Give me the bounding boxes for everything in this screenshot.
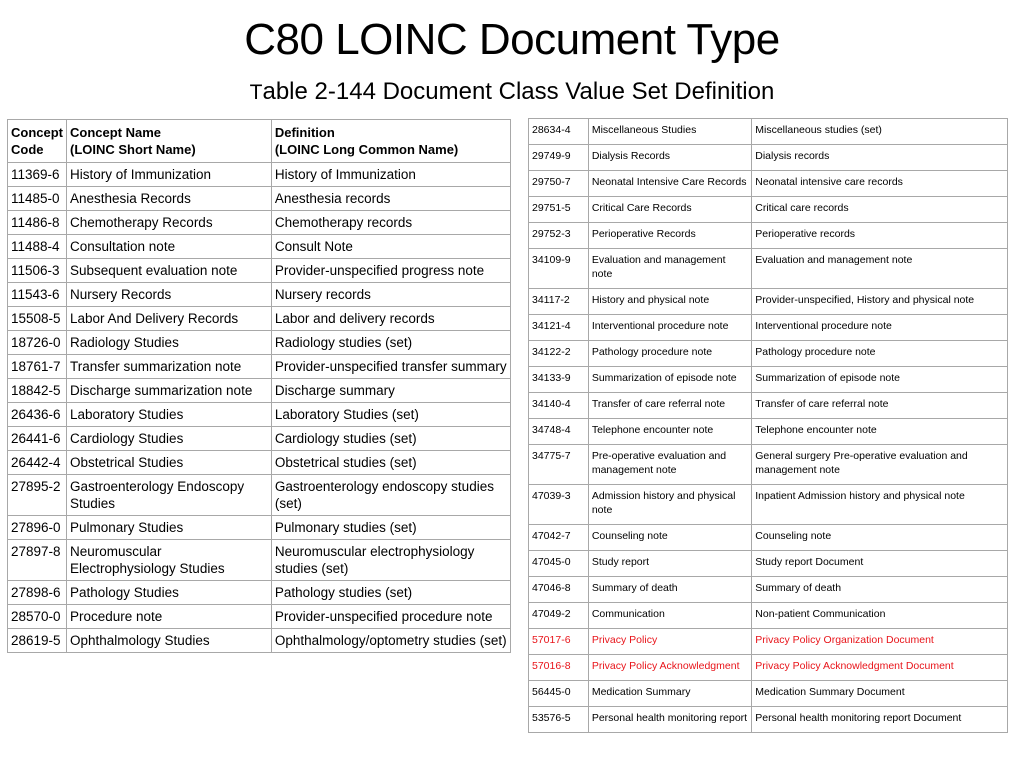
cell-name: Radiology Studies: [67, 331, 272, 355]
cell-code: 34121-4: [529, 315, 589, 341]
cell-name: Consultation note: [67, 235, 272, 259]
cell-definition: Pulmonary studies (set): [271, 516, 510, 540]
cell-code: 11485-0: [8, 187, 67, 211]
cell-code: 34109-9: [529, 249, 589, 289]
cell-name: Personal health monitoring report: [588, 707, 751, 733]
cell-definition: Labor and delivery records: [271, 307, 510, 331]
table-row: [529, 171, 1008, 197]
cell-name: Admission history and physical note: [588, 485, 751, 525]
cell-name: Laboratory Studies: [67, 403, 272, 427]
table-row: [8, 427, 511, 451]
table-row: [529, 603, 1008, 629]
cell-name: History and physical note: [588, 289, 751, 315]
table-row: [529, 197, 1008, 223]
cell-code: 34133-9: [529, 367, 589, 393]
cell-code: 53576-5: [529, 707, 589, 733]
cell-definition: Counseling note: [752, 525, 1008, 551]
cell-definition: Medication Summary Document: [752, 681, 1008, 707]
table-row: [8, 355, 511, 379]
cell-name: Cardiology Studies: [67, 427, 272, 451]
cell-definition: Laboratory Studies (set): [271, 403, 510, 427]
cell-code: 15508-5: [8, 307, 67, 331]
table-row: [529, 419, 1008, 445]
cell-definition: Critical care records: [752, 197, 1008, 223]
table-row: [8, 581, 511, 605]
table-row: [529, 393, 1008, 419]
cell-code: 47049-2: [529, 603, 589, 629]
document-class-table-left: [7, 119, 511, 653]
cell-name: Counseling note: [588, 525, 751, 551]
subtitle-first-letter: T: [249, 81, 263, 104]
cell-definition: Pathology procedure note: [752, 341, 1008, 367]
cell-name: Evaluation and management note: [588, 249, 751, 289]
table-row: [8, 283, 511, 307]
cell-definition: Provider-unspecified, History and physical note: [752, 289, 1008, 315]
cell-code: 11486-8: [8, 211, 67, 235]
table-row: [8, 235, 511, 259]
table-row: [8, 516, 511, 540]
cell-definition: Evaluation and management note: [752, 249, 1008, 289]
cell-name: Transfer summarization note: [67, 355, 272, 379]
cell-code: 28619-5: [8, 629, 67, 653]
cell-code: 34748-4: [529, 419, 589, 445]
table-row: [529, 655, 1008, 681]
cell-code: 27895-2: [8, 475, 67, 516]
cell-code: 18761-7: [8, 355, 67, 379]
cell-definition: Provider-unspecified transfer summary: [271, 355, 510, 379]
cell-code: 18842-5: [8, 379, 67, 403]
cell-definition: Dialysis records: [752, 145, 1008, 171]
cell-name: Pathology Studies: [67, 581, 272, 605]
cell-code: 47039-3: [529, 485, 589, 525]
cell-name: Obstetrical Studies: [67, 451, 272, 475]
cell-definition: Ophthalmology/optometry studies (set): [271, 629, 510, 653]
cell-name: Procedure note: [67, 605, 272, 629]
table-row: [8, 163, 511, 187]
cell-name: Telephone encounter note: [588, 419, 751, 445]
table-row: [8, 259, 511, 283]
slide-title: C80 LOINC Document Type: [244, 15, 780, 64]
cell-name: Labor And Delivery Records: [67, 307, 272, 331]
cell-definition: Perioperative records: [752, 223, 1008, 249]
table-row: [8, 629, 511, 653]
subtitle-rest: able 2-144 Document Class Value Set Definition: [262, 78, 775, 105]
cell-code: 29751-5: [529, 197, 589, 223]
cell-definition: General surgery Pre-operative evaluation and management note: [752, 445, 1008, 485]
cell-name: History of Immunization: [67, 163, 272, 187]
cell-definition: Gastroenterology endoscopy studies (set): [271, 475, 510, 516]
cell-definition: Study report Document: [752, 551, 1008, 577]
table-row: [529, 367, 1008, 393]
cell-name: Pathology procedure note: [588, 341, 751, 367]
cell-definition: Consult Note: [271, 235, 510, 259]
header-concept-name: Concept Name (LOINC Short Name): [67, 120, 272, 163]
cell-definition: Cardiology studies (set): [271, 427, 510, 451]
cell-name: Chemotherapy Records: [67, 211, 272, 235]
cell-name: Pre-operative evaluation and management note: [588, 445, 751, 485]
cell-definition: Miscellaneous studies (set): [752, 119, 1008, 145]
table-row: [8, 475, 511, 516]
cell-code: 11543-6: [8, 283, 67, 307]
table-header-row: [8, 120, 511, 163]
cell-name: Summarization of episode note: [588, 367, 751, 393]
cell-code: 47042-7: [529, 525, 589, 551]
cell-name: Critical Care Records: [588, 197, 751, 223]
cell-name: Discharge summarization note: [67, 379, 272, 403]
cell-definition: Provider-unspecified procedure note: [271, 605, 510, 629]
cell-name: Ophthalmology Studies: [67, 629, 272, 653]
cell-name: Gastroenterology Endoscopy Studies: [67, 475, 272, 516]
table-row: [8, 403, 511, 427]
cell-code: 26442-4: [8, 451, 67, 475]
header-definition: Definition (LOINC Long Common Name): [271, 120, 510, 163]
cell-name: Summary of death: [588, 577, 751, 603]
cell-definition: Obstetrical studies (set): [271, 451, 510, 475]
cell-definition: Transfer of care referral note: [752, 393, 1008, 419]
cell-code: 56445-0: [529, 681, 589, 707]
cell-code: 29749-9: [529, 145, 589, 171]
cell-name: Subsequent evaluation note: [67, 259, 272, 283]
table-row: [529, 315, 1008, 341]
cell-name: Perioperative Records: [588, 223, 751, 249]
cell-code: 26441-6: [8, 427, 67, 451]
cell-definition: Neonatal intensive care records: [752, 171, 1008, 197]
cell-name: Miscellaneous Studies: [588, 119, 751, 145]
cell-name: Privacy Policy Acknowledgment: [588, 655, 751, 681]
cell-code: 34775-7: [529, 445, 589, 485]
table-row: [529, 681, 1008, 707]
cell-code: 11488-4: [8, 235, 67, 259]
cell-name: Neuromuscular Electrophysiology Studies: [67, 540, 272, 581]
table-row: [8, 540, 511, 581]
cell-definition: Privacy Policy Organization Document: [752, 629, 1008, 655]
cell-name: Anesthesia Records: [67, 187, 272, 211]
cell-definition: Non-patient Communication: [752, 603, 1008, 629]
cell-definition: Privacy Policy Acknowledgment Document: [752, 655, 1008, 681]
cell-name: Neonatal Intensive Care Records: [588, 171, 751, 197]
cell-definition: Personal health monitoring report Document: [752, 707, 1008, 733]
table-row: [8, 451, 511, 475]
table-row: [8, 605, 511, 629]
table-row: [529, 341, 1008, 367]
document-class-table-right: [528, 118, 1008, 733]
cell-definition: Telephone encounter note: [752, 419, 1008, 445]
cell-code: 26436-6: [8, 403, 67, 427]
table-row: [529, 577, 1008, 603]
cell-code: 11369-6: [8, 163, 67, 187]
cell-definition: Inpatient Admission history and physical note: [752, 485, 1008, 525]
cell-code: 28570-0: [8, 605, 67, 629]
cell-code: 47046-8: [529, 577, 589, 603]
cell-code: 34140-4: [529, 393, 589, 419]
table-row: [529, 551, 1008, 577]
cell-definition: Summary of death: [752, 577, 1008, 603]
table-row: [8, 307, 511, 331]
cell-name: Transfer of care referral note: [588, 393, 751, 419]
table-row: [529, 145, 1008, 171]
table-row: [529, 525, 1008, 551]
cell-name: Study report: [588, 551, 751, 577]
cell-code: 47045-0: [529, 551, 589, 577]
cell-definition: Neuromuscular electrophysiology studies (set): [271, 540, 510, 581]
cell-code: 29752-3: [529, 223, 589, 249]
slide-subtitle: [0, 76, 1024, 109]
table-row: [529, 445, 1008, 485]
right-table-body: [529, 119, 1008, 733]
cell-definition: Discharge summary: [271, 379, 510, 403]
cell-name: Nursery Records: [67, 283, 272, 307]
cell-definition: Nursery records: [271, 283, 510, 307]
cell-code: 27896-0: [8, 516, 67, 540]
cell-definition: Anesthesia records: [271, 187, 510, 211]
table-row: [8, 187, 511, 211]
cell-definition: Pathology studies (set): [271, 581, 510, 605]
cell-code: 29750-7: [529, 171, 589, 197]
cell-name: Pulmonary Studies: [67, 516, 272, 540]
cell-name: Communication: [588, 603, 751, 629]
cell-definition: Radiology studies (set): [271, 331, 510, 355]
header-concept-code: Concept Code: [8, 120, 67, 163]
cell-code: 34122-2: [529, 341, 589, 367]
cell-code: 27898-6: [8, 581, 67, 605]
table-row: [8, 379, 511, 403]
table-row: [529, 223, 1008, 249]
cell-code: 18726-0: [8, 331, 67, 355]
table-row: [529, 629, 1008, 655]
cell-code: 57016-8: [529, 655, 589, 681]
cell-name: Medication Summary: [588, 681, 751, 707]
cell-code: 28634-4: [529, 119, 589, 145]
table-row: [529, 485, 1008, 525]
cell-definition: Provider-unspecified progress note: [271, 259, 510, 283]
cell-name: Interventional procedure note: [588, 315, 751, 341]
table-row: [8, 331, 511, 355]
left-table-body: [8, 163, 511, 653]
table-row: [529, 707, 1008, 733]
table-row: [529, 249, 1008, 289]
table-row: [529, 289, 1008, 315]
cell-name: Privacy Policy: [588, 629, 751, 655]
table-row: [529, 119, 1008, 145]
cell-code: 34117-2: [529, 289, 589, 315]
cell-name: Dialysis Records: [588, 145, 751, 171]
cell-definition: Summarization of episode note: [752, 367, 1008, 393]
table-row: [8, 211, 511, 235]
cell-definition: Interventional procedure note: [752, 315, 1008, 341]
cell-code: 11506-3: [8, 259, 67, 283]
cell-code: 57017-6: [529, 629, 589, 655]
cell-definition: History of Immunization: [271, 163, 510, 187]
cell-definition: Chemotherapy records: [271, 211, 510, 235]
cell-code: 27897-8: [8, 540, 67, 581]
